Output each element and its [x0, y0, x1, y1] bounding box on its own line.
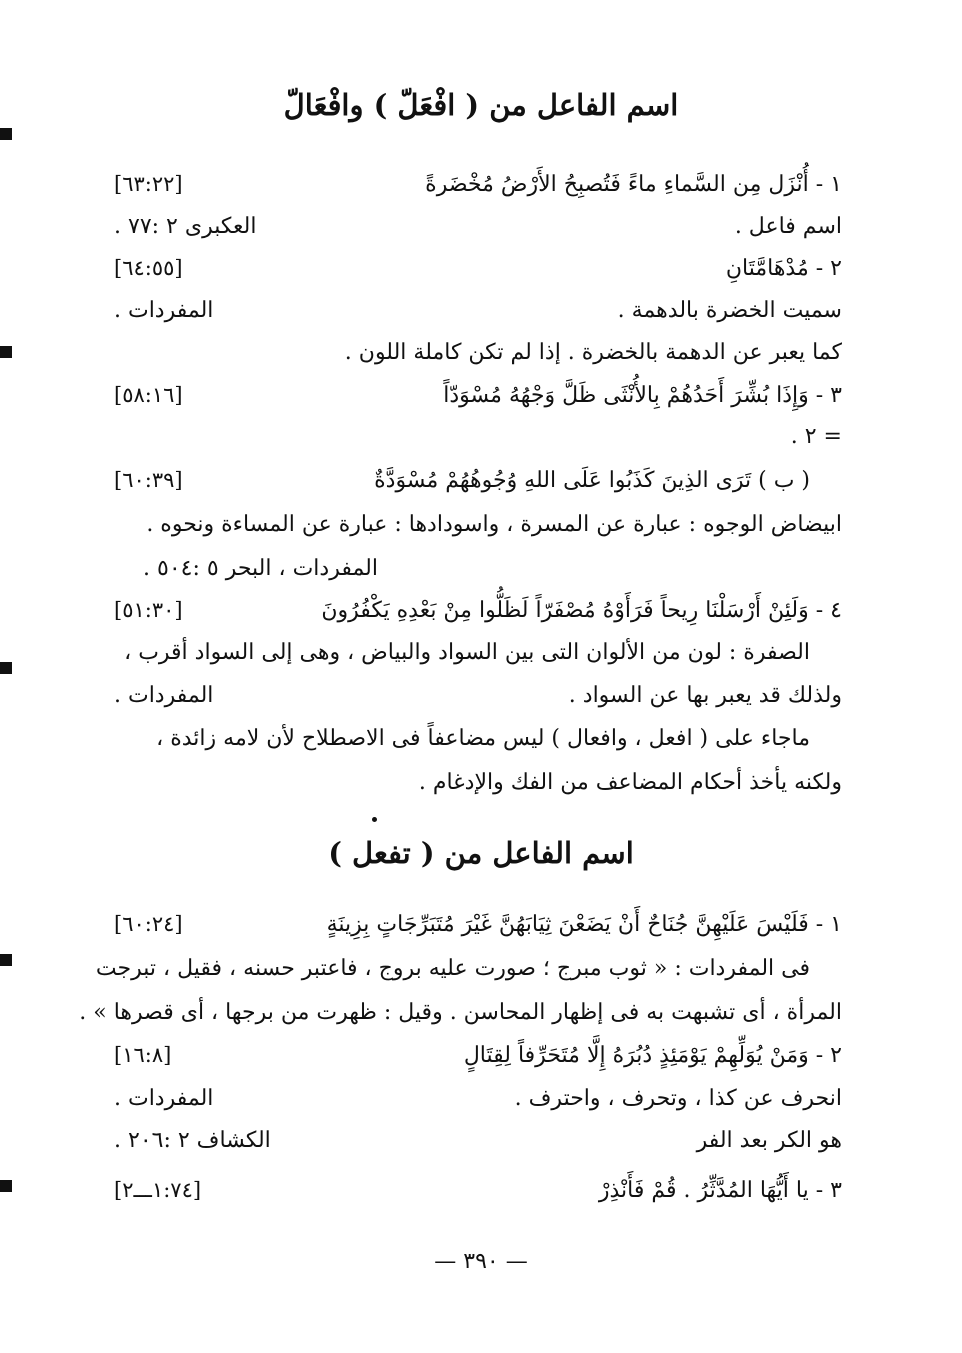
line-text: الصفرة : لون من الألوان التى بين السواد والبياض ، وهى إلى السواد أقرب ، — [124, 640, 810, 665]
text-line — [100, 726, 842, 772]
text-line — [100, 598, 842, 644]
text-line — [100, 640, 842, 686]
text-line — [100, 298, 842, 344]
line-text: ٢ - وَمَنْ يُوَلِّهِمْ يَوْمَئِذٍ دُبُرَهُ إِلَّا مُتَحَرِّفاً لِقِتَالٍ — [463, 1043, 842, 1068]
text-line — [100, 1086, 842, 1132]
line-text: ولذلك قد يعبر بها عن السواد . — [568, 683, 842, 708]
text-line — [100, 340, 842, 386]
text-line — [100, 556, 842, 602]
line-text: ابيضاض الوجوه : عبارة عن المسرة ، واسودادها : عبارة عن المساءة ونحوه . — [146, 512, 842, 537]
binding-mark — [0, 346, 12, 358]
ink-dot — [372, 817, 377, 822]
source-citation: المفردات . — [114, 683, 214, 708]
verse-reference: [٦٠:٣٩] — [114, 468, 183, 492]
binding-mark — [0, 128, 12, 140]
line-text: ماجاء على ( افعل ، وافعال ) ليس مضاعفاً فى الاصطلاح لأن لامه زائدة ، — [156, 726, 810, 751]
verse-reference: [١:٧٤ـــ٢] — [114, 1178, 202, 1202]
line-text: المفردات ، البحر ٥ :٥٠٤ . — [143, 556, 378, 581]
line-text: ( ب ) تَرَى الذِينَ كَذَبُوا عَلَى اللهِ وُجُوهُهُمْ مُسْوَدَّةٌ — [374, 468, 810, 493]
verse-reference: [٥١:٣٠] — [114, 598, 183, 622]
page-number: — ٣٩٠ — — [434, 1249, 528, 1274]
text-line — [100, 770, 842, 816]
text-line — [79, 1000, 842, 1046]
section-heading: اسم الفاعل من ( تفعل ) — [328, 836, 634, 870]
text-line — [100, 256, 842, 302]
line-text: سميت الخضرة بالدهمة . — [617, 298, 842, 323]
text-line — [100, 214, 842, 260]
text-line — [100, 1178, 842, 1224]
text-line — [100, 912, 842, 958]
line-text: كما يعبر عن الدهمة بالخضرة . إذا لم تكن كاملة اللون . — [344, 340, 842, 365]
text-line — [100, 468, 842, 514]
verse-reference: [٦٣:٢٢] — [114, 172, 183, 196]
line-text: انحرف عن كذا ، وتحرف ، واحترف . — [514, 1086, 842, 1111]
source-citation: المفردات . — [114, 298, 214, 323]
text-line — [100, 383, 842, 429]
line-text: ٢ - مُدْهَامَّتَانِ — [725, 256, 842, 281]
text-line — [95, 956, 842, 1002]
line-text: هو الكر بعد الفر — [696, 1128, 842, 1153]
line-text: ١ - فَلَيْسَ عَلَيْهِنَّ جُنَاحٌ أَنْ يَضَعْنَ ثِيَابَهُنَّ غَيْرَ مُتَبَرِّجَاتٍ بِزِينَةٍ — [326, 912, 842, 937]
binding-mark — [0, 1180, 12, 1192]
text-line — [100, 1128, 842, 1174]
line-text: ٣ - يا أَيُّهَا المُدَّثِّرُ . قُمْ فَأَنْذِرْ — [598, 1178, 842, 1203]
line-text: المرأة ، أى تشبهت به فى إظهار المحاسن . وقيل : ظهرت من برجها ، أى قصرها » . — [79, 1000, 842, 1025]
verse-reference: [١٦:٨] — [114, 1043, 172, 1067]
source-citation: الكشاف ٢ :٢٠٦ . — [114, 1128, 271, 1153]
verse-reference: [٥٨:١٦] — [114, 383, 183, 407]
binding-mark — [0, 662, 12, 674]
source-citation: العكبرى ٢ :٧٧ . — [114, 214, 257, 239]
line-text: ولكنه يأخذ أحكام المضاعف من الفك والإدغام . — [418, 770, 842, 795]
text-line — [100, 1043, 842, 1089]
line-text: فى المفردات : « ثوب مبرج ؛ صورت عليه بروج ، فاعتبر حسنه ، فقيل ، تبرجت — [95, 956, 810, 981]
line-text: ٤ - وَلَئِنْ أَرْسَلْنَا رِيحاً فَرَأَوْهُ مُصْفَرّاً لَظَلُّوا مِنْ بَعْدِهِ يَكْفُرُونَ — [321, 598, 842, 623]
line-text: ٣ - وَإِذَا بُشِّرَ أَحَدُهُمْ بِالأُنْثَى ظَلَّ وَجْهُهُ مُسْوَدّاً — [443, 383, 842, 408]
section-heading: اسم الفاعل من ( افْعَلّ ) وافْعَالّ — [283, 88, 679, 122]
text-line — [100, 512, 842, 558]
verse-reference: [٦٤:٥٥] — [114, 256, 183, 280]
text-line — [100, 683, 842, 729]
text-line — [100, 424, 842, 470]
line-text: = ٢ . — [790, 424, 842, 449]
source-citation: المفردات . — [114, 1086, 214, 1111]
line-text: ١ - أُنْزَل مِن السَّماءِ ماءً فَتُصبِحُ الأَرْضُ مُخْضَرةً — [425, 172, 842, 197]
line-text: اسم فاعل . — [734, 214, 842, 239]
binding-mark — [0, 954, 12, 966]
text-line — [100, 172, 842, 218]
verse-reference: [٦٠:٢٤] — [114, 912, 183, 936]
